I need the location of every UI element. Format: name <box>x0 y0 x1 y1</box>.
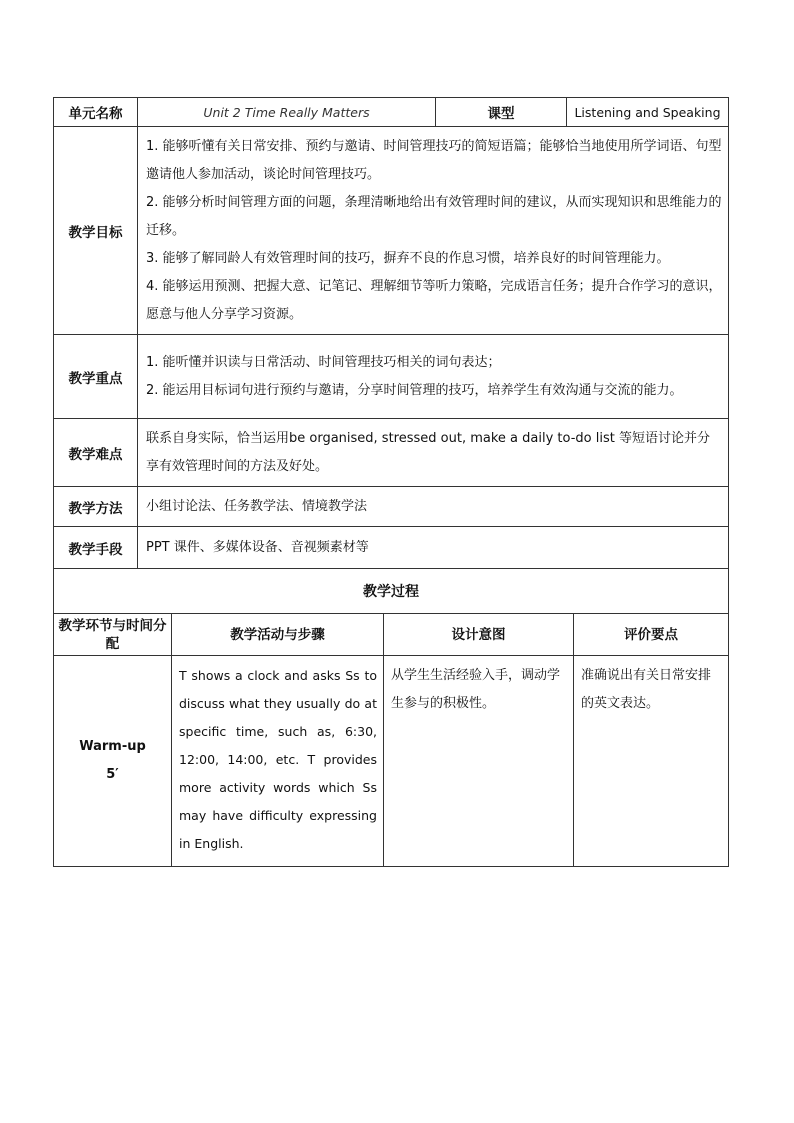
key-points-content <box>138 335 729 419</box>
stage-name: Warm-up <box>79 739 146 754</box>
stage-time: 5′ <box>106 767 119 782</box>
header-activity: 教学活动与步骤 <box>172 614 384 656</box>
objective-item: 2. 能够分析时间管理方面的问题，条理清晰地给出有效管理时间的建议，从而实现知识和思维能力的迁移。 <box>146 194 722 238</box>
objectives-content <box>138 127 729 335</box>
intent-cell: 从学生生活经验入手，调动学生参与的积极性。 <box>384 656 574 867</box>
process-table <box>53 613 729 867</box>
header-evaluation: 评价要点 <box>574 614 729 656</box>
objectives-row <box>54 127 729 335</box>
means-row <box>54 527 729 569</box>
unit-row <box>54 98 729 127</box>
means-content: PPT 课件、多媒体设备、音视频素材等 <box>138 527 729 569</box>
table-row <box>54 656 729 867</box>
objective-item: 1. 能够听懂有关日常安排、预约与邀请、时间管理技巧的简短语篇；能够恰当地使用所学词语、句型邀请他人参加活动，谈论时间管理技巧。 <box>146 138 722 182</box>
evaluation-cell: 准确说出有关日常安排的英文表达。 <box>574 656 729 867</box>
stage-cell <box>54 656 172 867</box>
objective-item: 3. 能够了解同龄人有效管理时间的技巧，摒弃不良的作息习惯，培养良好的时间管理能力。 <box>146 250 670 266</box>
methods-label: 教学方法 <box>54 487 138 527</box>
means-label: 教学手段 <box>54 527 138 569</box>
methods-content: 小组讨论法、任务教学法、情境教学法 <box>138 487 729 527</box>
key-point-item: 1. 能听懂并识读与日常活动、时间管理技巧相关的词句表达； <box>146 354 501 370</box>
header-intent: 设计意图 <box>384 614 574 656</box>
activity-cell: T shows a clock and asks Ss to discuss what they usually do at specific time, such as, 6:30, 12:00, 14:00, etc. T provides more activity words which Ss may have difficulty expressing in English. <box>172 656 384 867</box>
key-point-item: 2. 能运用目标词句进行预约与邀请，分享时间管理的技巧，培养学生有效沟通与交流的能力。 <box>146 382 683 398</box>
header-stage-time: 教学环节与时间分配 <box>54 614 172 656</box>
difficulties-row <box>54 419 729 487</box>
methods-row <box>54 487 729 527</box>
lesson-info-table <box>53 97 729 614</box>
lesson-type-label: 课型 <box>436 98 567 127</box>
process-title: 教学过程 <box>54 569 729 614</box>
unit-name-value: Unit 2 Time Really Matters <box>138 98 436 127</box>
difficulties-content: 联系自身实际，恰当运用be organised, stressed out, make a daily to-do list 等短语讨论并分享有效管理时间的方法及好处。 <box>138 419 729 487</box>
objective-item: 4. 能够运用预测、把握大意、记笔记、理解细节等听力策略，完成语言任务；提升合作学习的意识，愿意与他人分享学习资源。 <box>146 278 722 322</box>
unit-name-label: 单元名称 <box>54 98 138 127</box>
process-title-row <box>54 569 729 614</box>
difficulties-label: 教学难点 <box>54 419 138 487</box>
key-points-row <box>54 335 729 419</box>
objectives-label: 教学目标 <box>54 127 138 335</box>
lesson-type-value: Listening and Speaking <box>567 98 729 127</box>
key-points-label: 教学重点 <box>54 335 138 419</box>
process-header-row <box>54 614 729 656</box>
